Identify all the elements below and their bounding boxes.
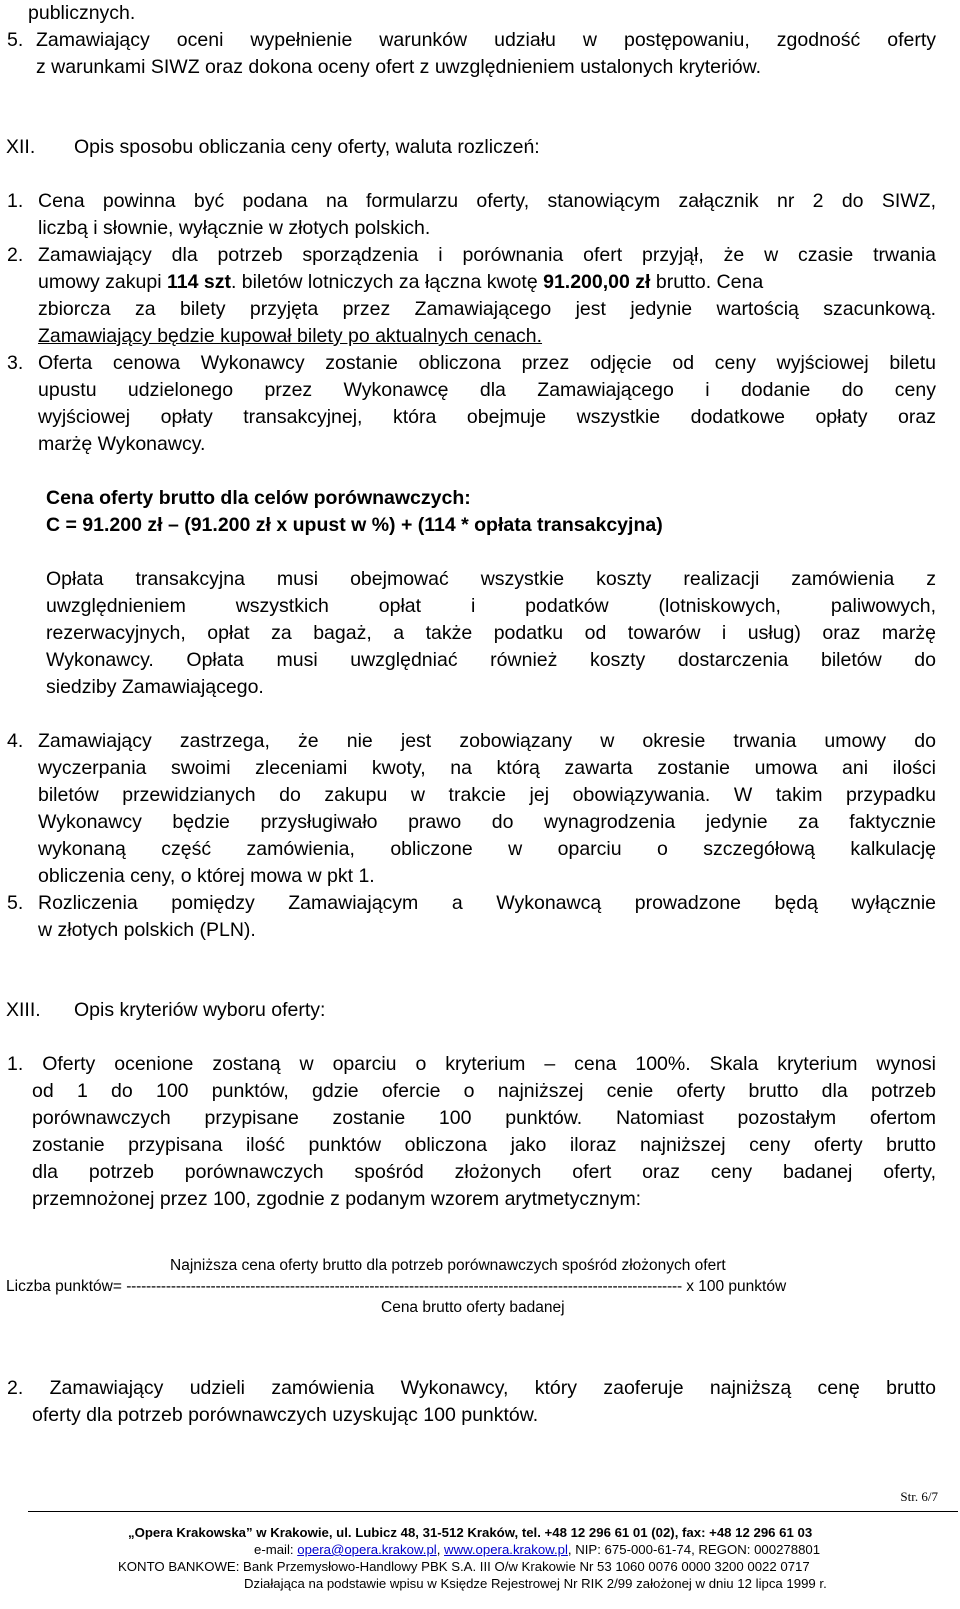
amount-value: 91.200,00 zł — [543, 271, 651, 293]
page-number: Str. 6/7 — [900, 1489, 938, 1504]
section-number: XII. — [6, 136, 36, 158]
text-line: Wykonawcy będzie przysługiwało prawo do wynagrodzenia jedynie za faktycznie — [38, 811, 936, 833]
text-line: upustu udzielonego przez Wykonawcę dla Zamawiającego i dodanie do ceny — [38, 379, 936, 401]
text-line: Zamawiający zastrzega, że nie jest zobowiązany w okresie trwania umowy do — [38, 730, 936, 752]
text-line: od 1 do 100 punktów, gdzie ofercie o najniższej cenie oferty brutto dla potrzeb — [32, 1080, 936, 1102]
text-line: Opłata transakcyjna musi obejmować wszystkie koszty realizacji zamówienia z — [46, 568, 936, 590]
text-line: Zamawiający będzie kupował bilety po aktualnych cenach. — [38, 325, 543, 347]
footer-contact — [254, 1541, 820, 1558]
section-title: Opis kryteriów wyboru oferty: — [74, 999, 326, 1021]
email-link[interactable]: opera@opera.krakow.pl — [297, 1542, 437, 1557]
list-number: 2. — [7, 244, 24, 266]
footer-email-label: e-mail: — [254, 1542, 298, 1557]
text-span: brutto. Cena — [650, 271, 764, 293]
text-line: Wykonawcy. Opłata musi uwzględniać również koszty dostarczenia biletów do — [46, 649, 936, 671]
text-line: wykonaną część zamówienia, obliczone w oparciu o szczegółową kalkulację — [38, 838, 936, 860]
website-link[interactable]: www.opera.krakow.pl — [444, 1542, 568, 1557]
footer-divider — [28, 1511, 958, 1512]
list-number: 1. — [7, 190, 24, 212]
text-line: rezerwacyjnych, opłat za bagaż, a także podatku od towarów i usług) oraz marżę — [46, 622, 936, 644]
text-line: uwzględnieniem wszystkich opłat i podatków (lotniskowych, paliwowych, — [46, 595, 936, 617]
text-line: marżę Wykonawcy. — [38, 433, 206, 455]
footer-registration: Działająca na podstawie wpisu w Księdze Rejestrowej Nr RIK 2/99 założonej w dniu 12 lipca 1999 r. — [244, 1576, 827, 1591]
text-line — [38, 269, 936, 295]
footer-separator: , — [436, 1542, 445, 1557]
fraction-line: ---------------------------------------------------------------------------------------------------------------- — [126, 1278, 682, 1295]
text-line: Oferta cenowa Wykonawcy zostanie obliczona przez odjęcie od ceny wyjściowej biletu — [38, 352, 936, 374]
text-line: Zamawiający oceni wypełnienie warunków udziału w postępowaniu, zgodność oferty — [36, 29, 936, 51]
text-line: zostanie przypisana ilość punktów obliczona jako iloraz najniższej ceny oferty brutto — [32, 1134, 936, 1156]
text-line: oferty dla potrzeb porównawczych uzyskując 100 punktów. — [32, 1404, 539, 1426]
fraction-denominator: Cena brutto oferty badanej — [381, 1299, 565, 1316]
footer-nip-regon: , NIP: 675-000-61-74, REGON: 000278801 — [567, 1542, 821, 1557]
text-line: wyjściowej opłaty transakcyjnej, która obejmuje wszystkie dodatkowe opłaty oraz — [38, 406, 936, 428]
fraction-numerator: Najniższa cena oferty brutto dla potrzeb porównawczych spośród złożonych ofert — [170, 1257, 726, 1274]
text-line: biletów przewidzianych do zakupu w trakcie jej obowiązywania. W takim przypadku — [38, 784, 936, 806]
quantity-value: 114 szt — [166, 271, 231, 293]
text-span: umowy zakupi — [38, 271, 167, 293]
footer-address: „Opera Krakowska” w Krakowie, ul. Lubicz 48, 31-512 Kraków, tel. +48 12 296 61 01 (02), fax: +48 12 296 61 03 — [128, 1525, 813, 1540]
text-line: Rozliczenia pomiędzy Zamawiającym a Wykonawcą prowadzone będą wyłącznie — [38, 892, 936, 914]
text-line: dla potrzeb porównawczych spośród złożonych ofert oraz ceny badanej oferty, — [32, 1161, 936, 1183]
text-line: siedziby Zamawiającego. — [46, 676, 264, 698]
text-line: 2. Zamawiający udzieli zamówienia Wykonawcy, który zaoferuje najniższą cenę brutto — [7, 1377, 936, 1399]
text-line: 1. Oferty ocenione zostaną w oparciu o kryterium – cena 100%. Skala kryterium wynosi — [7, 1053, 936, 1075]
text-line: Cena powinna być podana na formularzu oferty, stanowiącym załącznik nr 2 do SIWZ, — [38, 190, 936, 212]
text-line: Zamawiający dla potrzeb sporządzenia i porównania ofert przyjął, że w czasie trwania — [38, 244, 936, 266]
text-line: zbiorcza za bilety przyjęta przez Zamawiającego jest jedynie wartością szacunkową. — [38, 298, 936, 320]
footer-bank-account: KONTO BANKOWE: Bank Przemysłowo-Handlowy PBK S.A. III O/w Krakowie Nr 53 1060 0076 0000 3200 0022 0717 — [118, 1559, 810, 1574]
text-line: obliczenia ceny, o której mowa w pkt 1. — [38, 865, 375, 887]
text-line: wyczerpania swoimi zleceniami kwoty, na którą zawarta zostanie umowa ani ilości — [38, 757, 936, 779]
list-number: 4. — [7, 730, 24, 752]
list-number: 3. — [7, 352, 24, 374]
list-number: 5. — [7, 29, 24, 51]
text-line: przemnożonej przez 100, zgodnie z podanym wzorem arytmetycznym: — [32, 1188, 642, 1210]
list-number: 5. — [7, 892, 24, 914]
formula: C = 91.200 zł – (91.200 zł x upust w %) + (114 * opłata transakcyjna) — [46, 514, 663, 536]
text-line: z warunkami SIWZ oraz dokona oceny ofert z uwzględnieniem ustalonych kryteriów. — [36, 56, 762, 78]
fraction-row — [6, 1277, 786, 1297]
text-span: . biletów lotniczych za łączna kwotę — [230, 271, 544, 293]
text-line: w złotych polskich (PLN). — [38, 919, 256, 941]
text-line: liczbą i słownie, wyłącznie w złotych polskich. — [38, 217, 431, 239]
section-number: XIII. — [6, 999, 41, 1021]
section-title: Opis sposobu obliczania ceny oferty, waluta rozliczeń: — [74, 136, 540, 158]
fraction-multiplier: x 100 punktów — [681, 1278, 787, 1295]
text-line: porównawczych przypisane zostanie 100 punktów. Natomiast pozostałym ofertom — [32, 1107, 936, 1129]
formula-title: Cena oferty brutto dla celów porównawczych: — [46, 487, 471, 509]
text-line: publicznych. — [28, 2, 136, 24]
fraction-label: Liczba punktów= — [6, 1278, 127, 1295]
